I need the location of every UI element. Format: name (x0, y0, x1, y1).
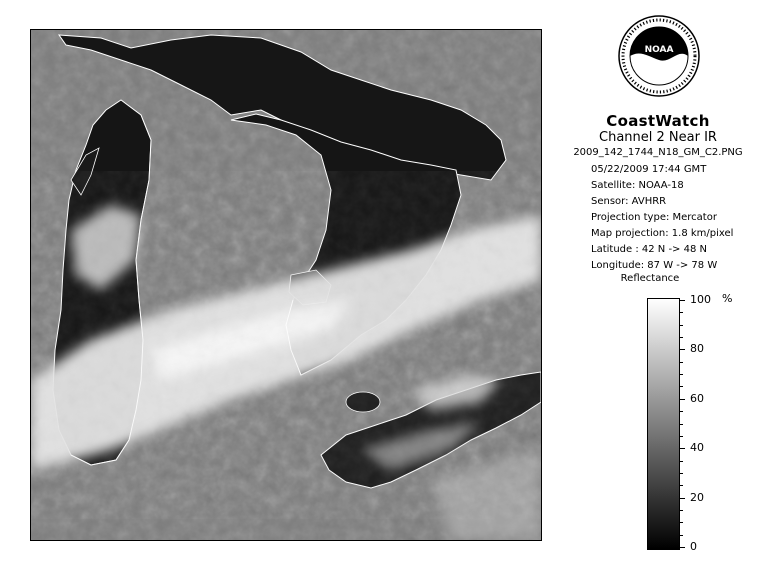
colorbar-minor-tick (680, 325, 683, 326)
brand-title: CoastWatch (606, 112, 710, 130)
map-image (31, 30, 541, 540)
colorbar-tick-label: 100 (690, 293, 711, 306)
colorbar-minor-tick (680, 424, 683, 425)
colorbar-minor-tick (680, 522, 683, 523)
colorbar-minor-tick (680, 535, 683, 536)
colorbar-minor-tick (680, 498, 683, 499)
legend-title: Reflectance (620, 273, 680, 284)
colorbar-minor-tick (680, 386, 683, 387)
colorbar-minor-tick (680, 473, 683, 474)
map-projection: Map projection: 1.8 km/pixel (591, 228, 734, 239)
colorbar-minor-tick (680, 362, 683, 363)
colorbar-minor-tick (680, 374, 683, 375)
projection-type: Projection type: Mercator (591, 212, 717, 223)
satellite-info: Satellite: NOAA-18 (591, 180, 684, 191)
sensor-info: Sensor: AVHRR (591, 196, 667, 207)
colorbar-minor-tick (680, 448, 683, 449)
colorbar-minor-tick (680, 399, 683, 400)
colorbar-minor-tick (680, 510, 683, 511)
file-name: 2009_142_1744_N18_GM_C2.PNG (573, 147, 743, 158)
colorbar-minor-tick (680, 547, 683, 548)
colorbar-tick-label: 20 (690, 490, 704, 504)
colorbar-minor-tick (680, 349, 683, 350)
reflectance-colorbar (647, 298, 680, 550)
colorbar-tick-label: 60 (690, 391, 704, 405)
colorbar-minor-tick (680, 337, 683, 338)
colorbar-minor-tick (680, 436, 683, 437)
noaa-logo (615, 12, 703, 112)
colorbar-tick-label: 80 (690, 342, 704, 356)
colorbar-minor-tick (680, 300, 683, 301)
longitude-range: Longitude: 87 W -> 78 W (591, 260, 718, 271)
satellite-map (30, 29, 542, 541)
colorbar-minor-tick (680, 312, 683, 313)
colorbar-minor-tick (680, 485, 683, 486)
logo-center-text: NOAA (644, 45, 674, 55)
colorbar-tick-label: 40 (690, 441, 704, 455)
colorbar-minor-tick (680, 461, 683, 462)
date-time: 05/22/2009 17:44 GMT (591, 164, 707, 175)
legend-unit: % (722, 292, 733, 305)
latitude-range: Latitude : 42 N -> 48 N (591, 244, 707, 255)
colorbar-tick-label: 0 (690, 540, 697, 553)
channel-label: Channel 2 Near IR (599, 130, 717, 145)
colorbar-minor-tick (680, 411, 683, 412)
